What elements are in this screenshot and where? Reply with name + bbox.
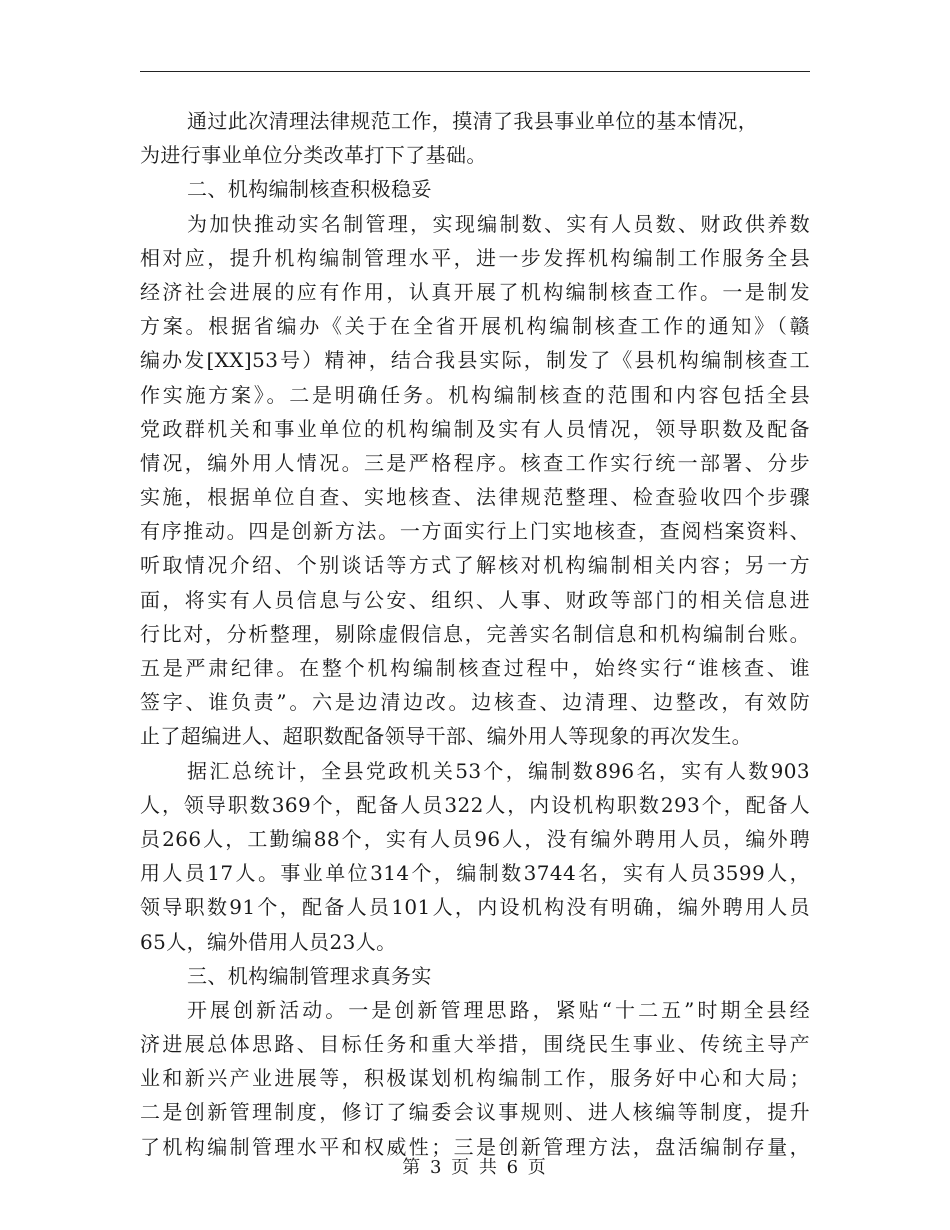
text-line: 开展创新活动。一是创新管理思路，紧贴“十二五”时期全县经 [187,997,810,1022]
document-body [140,104,810,1164]
text-line: 五是严肃纪律。在整个机构编制核查过程中，始终实行“谁核查、谁 [140,656,810,680]
text-line: 人，领导职数369个，配备人员322人，内设机构职数293个，配备人 [140,792,810,817]
text-line: 编办发[XX]53号）精神，结合我县实际，制发了《县机构编制核查工 [140,348,810,373]
text-line: 据汇总统计，全县党政机关53个，编制数896名，实有人数903 [187,758,810,783]
text-line: 经济社会进展的应有作用，认真开展了机构编制核查工作。一是制发 [140,279,810,304]
text-line: 行比对，分析整理，剔除虚假信息，完善实名制信息和机构编制台账。 [140,621,810,646]
text-line: 方案。根据省编办《关于在全省开展机构编制核查工作的通知》（赣 [140,314,810,339]
text-line: 二是创新管理制度，修订了编委会议事规则、进人核编等制度，提升 [140,1100,810,1125]
text-line: 情况，编外用人情况。三是严格程序。核查工作实行统一部署、分步 [140,450,810,475]
text-line: 员266人，工勤编88个，实有人员96人，没有编外聘用人员，编外聘 [140,826,810,851]
text-line: 了机构编制管理水平和权威性；三是创新管理方法，盘活编制存量， [140,1134,810,1159]
text-line: 党政群机关和事业单位的机构编制及实有人员情况，领导职数及配备 [140,416,810,441]
text-line: 通过此次清理法律规范工作，摸清了我县事业单位的基本情况， [187,109,759,133]
header-rule [140,71,810,72]
text-line: 有序推动。四是创新方法。一方面实行上门实地核查，查阅档案资料、 [140,519,810,544]
text-line: 三、机构编制管理求真务实 [187,963,432,988]
text-line: 止了超编进人、超职数配备领导干部、编外用人等现象的再次发生。 [140,724,752,749]
page-number: 第 3 页 共 6 页 [402,1157,548,1178]
text-line: 签字、谁负责”。六是边清边改。边核查、边清理、边整改，有效防 [140,690,810,715]
text-line: 业和新兴产业进展等，积极谋划机构编制工作，服务好中心和大局； [140,1066,810,1091]
text-line: 二、机构编制核查积极稳妥 [187,177,432,202]
text-line: 为加快推动实名制管理，实现编制数、实有人员数、财政供养数 [187,211,810,236]
text-line: 听取情况介绍、个别谈话等方式了解核对机构编制相关内容；另一方 [140,553,810,578]
text-line: 济进展总体思路、目标任务和重大举措，围绕民生事业、传统主导产 [140,1032,810,1057]
text-line: 领导职数91个，配备人员101人，内设机构没有明确，编外聘用人员 [140,895,810,920]
text-line: 65人，编外借用人员23人。 [140,929,397,954]
text-line: 作实施方案》。二是明确任务。机构编制核查的范围和内容包括全县 [140,382,810,407]
text-line: 为进行事业单位分类改革打下了基础。 [140,143,487,168]
text-line: 面，将实有人员信息与公安、组织、人事、财政等部门的相关信息进 [140,587,810,612]
text-line: 实施，根据单位自查、实地核查、法律规范整理、检查验收四个步骤 [140,485,810,510]
text-line: 相对应，提升机构编制管理水平，进一步发挥机构编制工作服务全县 [140,245,810,270]
text-line: 用人员17人。事业单位314个，编制数3744名，实有人员3599人， [140,861,810,886]
